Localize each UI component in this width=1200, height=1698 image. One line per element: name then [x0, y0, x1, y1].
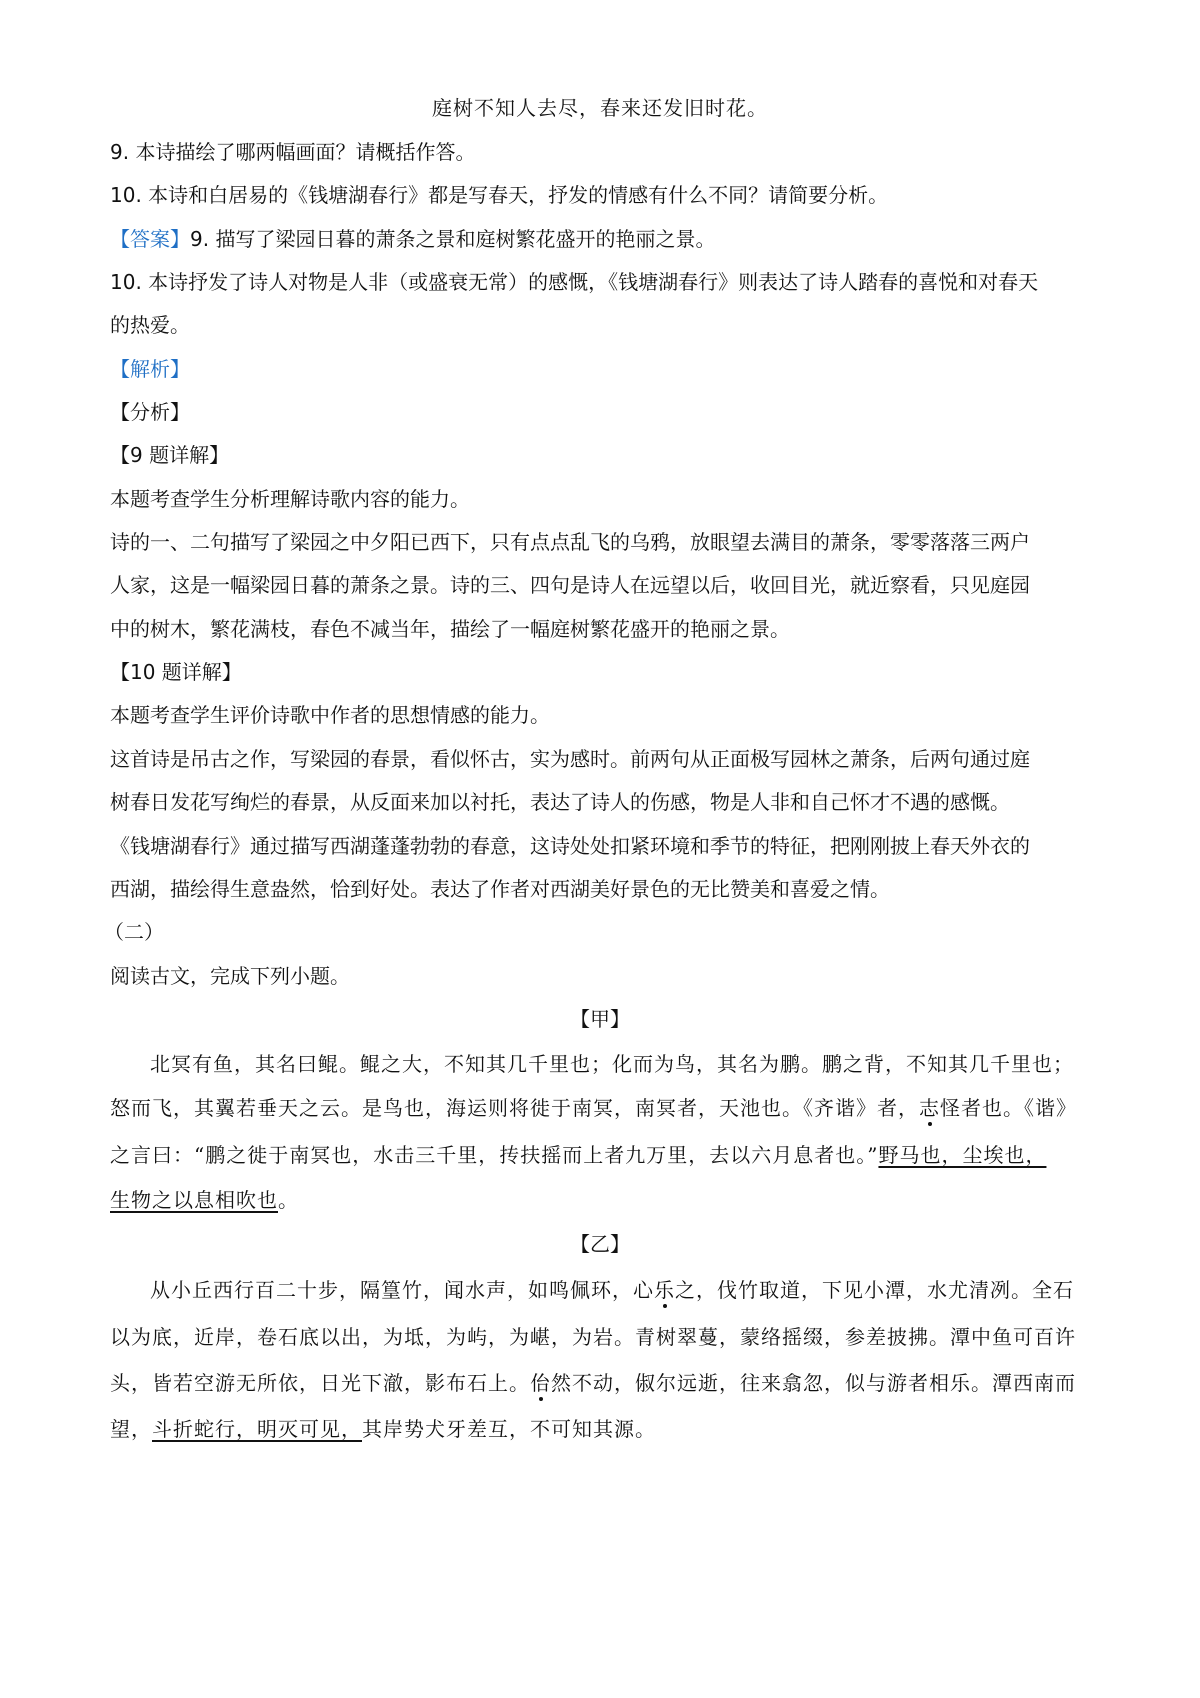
passage-yi-line-3-b: 然不动，俶尔远逝，往来翕忽，似与游者相乐。潭西南而 [551, 1371, 1076, 1395]
analysis-fenxi: 【分析】 [110, 400, 190, 424]
passage-yi-heading: 【乙】 [570, 1232, 630, 1256]
passage-jia-line-2-a: 怒而飞，其翼若垂天之云。是鸟也，海运则将徙于南冥，南冥者，天池也。《齐谐》者， [110, 1096, 919, 1120]
q10-detail-p1: 本题考查学生评价诗歌中作者的思想情感的能力。 [110, 703, 550, 727]
answer-9-line [110, 225, 715, 253]
q10-detail-heading: 【10 题详解】 [110, 660, 242, 684]
passage-yi-line-2: 以为底，近岸，卷石底以出，为坻，为屿，为嵁，为岩。青树翠蔓，蒙络摇缀，参差披拂。潭中鱼可百许 [110, 1325, 1076, 1349]
q9-detail-p2-line-1: 诗的一、二句描写了梁园之中夕阳已西下，只有点点乱飞的乌鸦，放眼望去满目的萧条，零零落落三两户 [110, 530, 1030, 554]
passage-yi-line-4 [110, 1415, 656, 1443]
q9-detail-heading: 【9 题详解】 [110, 443, 230, 467]
underlined-phrase: 野马也，尘埃也， [878, 1143, 1047, 1167]
underlined-phrase: 斗折蛇行，明灭可见， [152, 1417, 362, 1441]
passage-jia-line-2-b: 怪者也。《谐》 [940, 1096, 1077, 1120]
poem-last-line: 庭树不知人去尽，春来还发旧时花。 [432, 96, 768, 120]
q9-detail-p2-line-3: 中的树木，繁花满枝，春色不减当年，描绘了一幅庭树繁花盛开的艳丽之景。 [110, 617, 790, 641]
passage-yi-line-3 [110, 1369, 1076, 1397]
emphasis-dot-char: 佁 [530, 1371, 551, 1395]
passage-jia-line-4-b: 。 [278, 1188, 299, 1212]
passage-yi-line-1-b: 之，伐竹取道，下见小潭，水尤清冽。全石 [675, 1278, 1074, 1302]
passage-jia-line-3-a: 之言曰：“鹏之徙于南冥也，水击三千里，抟扶摇而上者九万里，去以六月息者也。” [110, 1143, 879, 1167]
section-2-instruction: 阅读古文，完成下列小题。 [110, 964, 350, 988]
emphasis-dot-char: 乐 [654, 1278, 675, 1302]
passage-jia-line-3 [110, 1141, 1046, 1169]
analysis-tag: 【解析】 [110, 357, 190, 381]
answer-9: 9. 描写了梁园日暮的萧条之景和庭树繁花盛开的艳丽之景。 [190, 227, 716, 251]
passage-jia-line-1: 北冥有鱼，其名曰鲲。鲲之大，不知其几千里也；化而为鸟，其名为鹏。鹏之背，不知其几千里也； [150, 1052, 1074, 1076]
passage-jia-heading: 【甲】 [570, 1007, 630, 1031]
passage-jia-line-2 [110, 1094, 1077, 1122]
q10-detail-p3-line-2: 西湖，描绘得生意盎然，恰到好处。表达了作者对西湖美好景色的无比赞美和喜爱之情。 [110, 877, 890, 901]
q10-detail-p2-line-2: 树春日发花写绚烂的春景，从反面来加以衬托，表达了诗人的伤感，物是人非和自己怀才不遇的感慨。 [110, 790, 1010, 814]
passage-yi-line-4-b: 其岸势犬牙差互，不可知其源。 [362, 1417, 656, 1441]
q10-detail-p2-line-1: 这首诗是吊古之作，写梁园的春景，看似怀古，实为感时。前两句从正面极写园林之萧条，后两句通过庭 [110, 747, 1030, 771]
passage-yi-line-3-a: 头，皆若空游无所依，日光下澈，影布石上。 [110, 1371, 530, 1395]
q10-detail-p3-line-1: 《钱塘湖春行》通过描写西湖蓬蓬勃勃的春意，这诗处处扣紧环境和季节的特征，把刚刚披上春天外衣的 [110, 834, 1030, 858]
answer-10-line-1: 10. 本诗抒发了诗人对物是人非（或盛衰无常）的感慨，《钱塘湖春行》则表达了诗人踏春的喜悦和对春天 [110, 270, 1039, 294]
passage-yi-line-4-a: 望， [110, 1417, 152, 1441]
q9-detail-p1: 本题考查学生分析理解诗歌内容的能力。 [110, 487, 470, 511]
question-9: 9. 本诗描绘了哪两幅画面？请概括作答。 [110, 140, 476, 164]
section-2-title: （二） [104, 920, 164, 944]
emphasis-dot-char: 志 [919, 1096, 940, 1120]
passage-yi-line-1 [150, 1276, 1074, 1304]
passage-jia-line-4 [110, 1186, 299, 1214]
passage-yi-line-1-a: 从小丘西行百二十步，隔篁竹，闻水声，如鸣佩环，心 [150, 1278, 654, 1302]
answer-tag: 【答案】 [110, 227, 190, 251]
q9-detail-p2-line-2: 人家，这是一幅梁园日暮的萧条之景。诗的三、四句是诗人在远望以后，收回目光，就近察看，只见庭园 [110, 573, 1030, 597]
question-10: 10. 本诗和白居易的《钱塘湖春行》都是写春天，抒发的情感有什么不同？请简要分析。 [110, 183, 889, 207]
answer-10-line-2: 的热爱。 [110, 313, 190, 337]
underlined-phrase: 生物之以息相吹也 [110, 1188, 278, 1212]
